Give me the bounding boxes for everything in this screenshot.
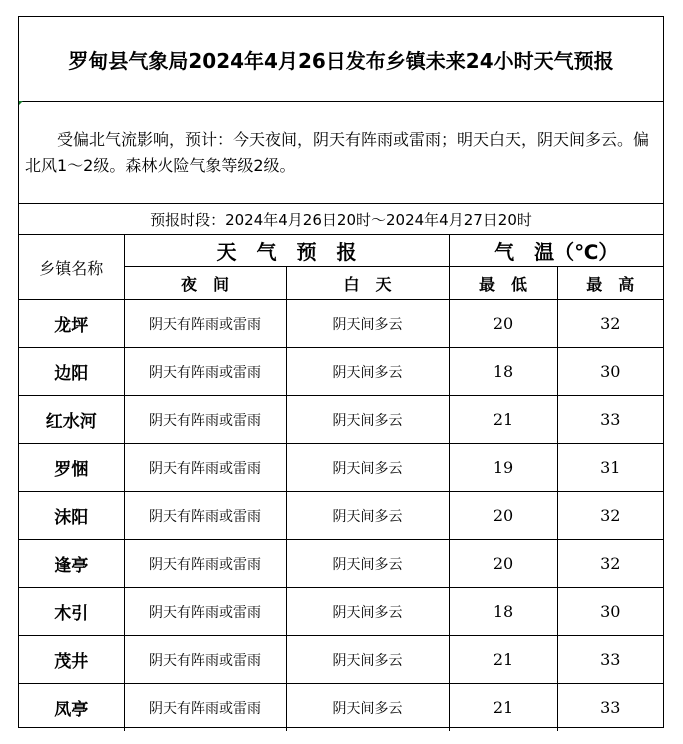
max-temp: 32 <box>557 300 663 348</box>
cell-comment-marker <box>19 101 23 105</box>
town-name: 罗悃 <box>19 444 124 492</box>
night-weather: 阴天有阵雨或雷雨 <box>124 300 286 348</box>
forecast-period: 预报时段：2024年4月26日20时～2024年4月27日20时 <box>19 203 663 234</box>
min-temp: 18 <box>449 348 557 396</box>
day-weather: 阴天间多云 <box>286 636 449 684</box>
day-weather: 阴天间多云 <box>286 684 449 732</box>
night-weather: 阴天有阵雨或雷雨 <box>124 492 286 540</box>
header-temperature: 气 温（℃） <box>449 235 663 267</box>
night-weather: 阴天有阵雨或雷雨 <box>124 396 286 444</box>
max-temp: 33 <box>557 684 663 732</box>
header-max: 最 高 <box>557 267 663 300</box>
table-row <box>19 396 663 444</box>
day-weather: 阴天间多云 <box>286 396 449 444</box>
night-weather: 阴天有阵雨或雷雨 <box>124 348 286 396</box>
max-temp: 33 <box>557 636 663 684</box>
town-name: 木引 <box>19 588 124 636</box>
header-day: 白 天 <box>286 267 449 300</box>
night-weather: 阴天有阵雨或雷雨 <box>124 636 286 684</box>
day-weather: 阴天间多云 <box>286 588 449 636</box>
day-weather: 阴天间多云 <box>286 348 449 396</box>
header-night: 夜 间 <box>124 267 286 300</box>
max-temp: 30 <box>557 348 663 396</box>
max-temp: 32 <box>557 540 663 588</box>
table-row <box>19 300 663 348</box>
min-temp: 20 <box>449 492 557 540</box>
forecast-summary <box>25 127 661 179</box>
document-title: 罗甸县气象局2024年4月26日发布乡镇未来24小时天气预报 <box>19 17 663 102</box>
min-temp: 20 <box>449 300 557 348</box>
table-row <box>19 588 663 636</box>
header-forecast: 天 气 预 报 <box>124 235 449 267</box>
min-temp: 20 <box>449 540 557 588</box>
day-weather: 阴天间多云 <box>286 300 449 348</box>
table-row <box>19 540 663 588</box>
night-weather: 阴天有阵雨或雷雨 <box>124 588 286 636</box>
forecast-sheet <box>18 16 664 728</box>
summary-text: 受偏北气流影响，预计：今天夜间，阴天有阵雨或雷雨；明天白天，阴天间多云。偏北风1～2级。森林火险气象等级2级。 <box>25 130 650 175</box>
header-town: 乡镇名称 <box>19 235 124 300</box>
town-name: 边阳 <box>19 348 124 396</box>
max-temp: 31 <box>557 444 663 492</box>
table-row <box>19 684 663 732</box>
table-row <box>19 636 663 684</box>
min-temp: 21 <box>449 396 557 444</box>
min-temp: 19 <box>449 444 557 492</box>
table-row <box>19 444 663 492</box>
day-weather: 阴天间多云 <box>286 540 449 588</box>
max-temp: 32 <box>557 492 663 540</box>
town-name: 凤亭 <box>19 684 124 732</box>
town-name: 茂井 <box>19 636 124 684</box>
table-row <box>19 492 663 540</box>
min-temp: 18 <box>449 588 557 636</box>
header-min: 最 低 <box>449 267 557 300</box>
day-weather: 阴天间多云 <box>286 444 449 492</box>
max-temp: 33 <box>557 396 663 444</box>
forecast-table <box>19 234 663 731</box>
table-row <box>19 348 663 396</box>
town-name: 逢亭 <box>19 540 124 588</box>
night-weather: 阴天有阵雨或雷雨 <box>124 684 286 732</box>
town-name: 沫阳 <box>19 492 124 540</box>
town-name: 龙坪 <box>19 300 124 348</box>
max-temp: 30 <box>557 588 663 636</box>
town-name: 红水河 <box>19 396 124 444</box>
day-weather: 阴天间多云 <box>286 492 449 540</box>
night-weather: 阴天有阵雨或雷雨 <box>124 540 286 588</box>
min-temp: 21 <box>449 636 557 684</box>
night-weather: 阴天有阵雨或雷雨 <box>124 444 286 492</box>
min-temp: 21 <box>449 684 557 732</box>
